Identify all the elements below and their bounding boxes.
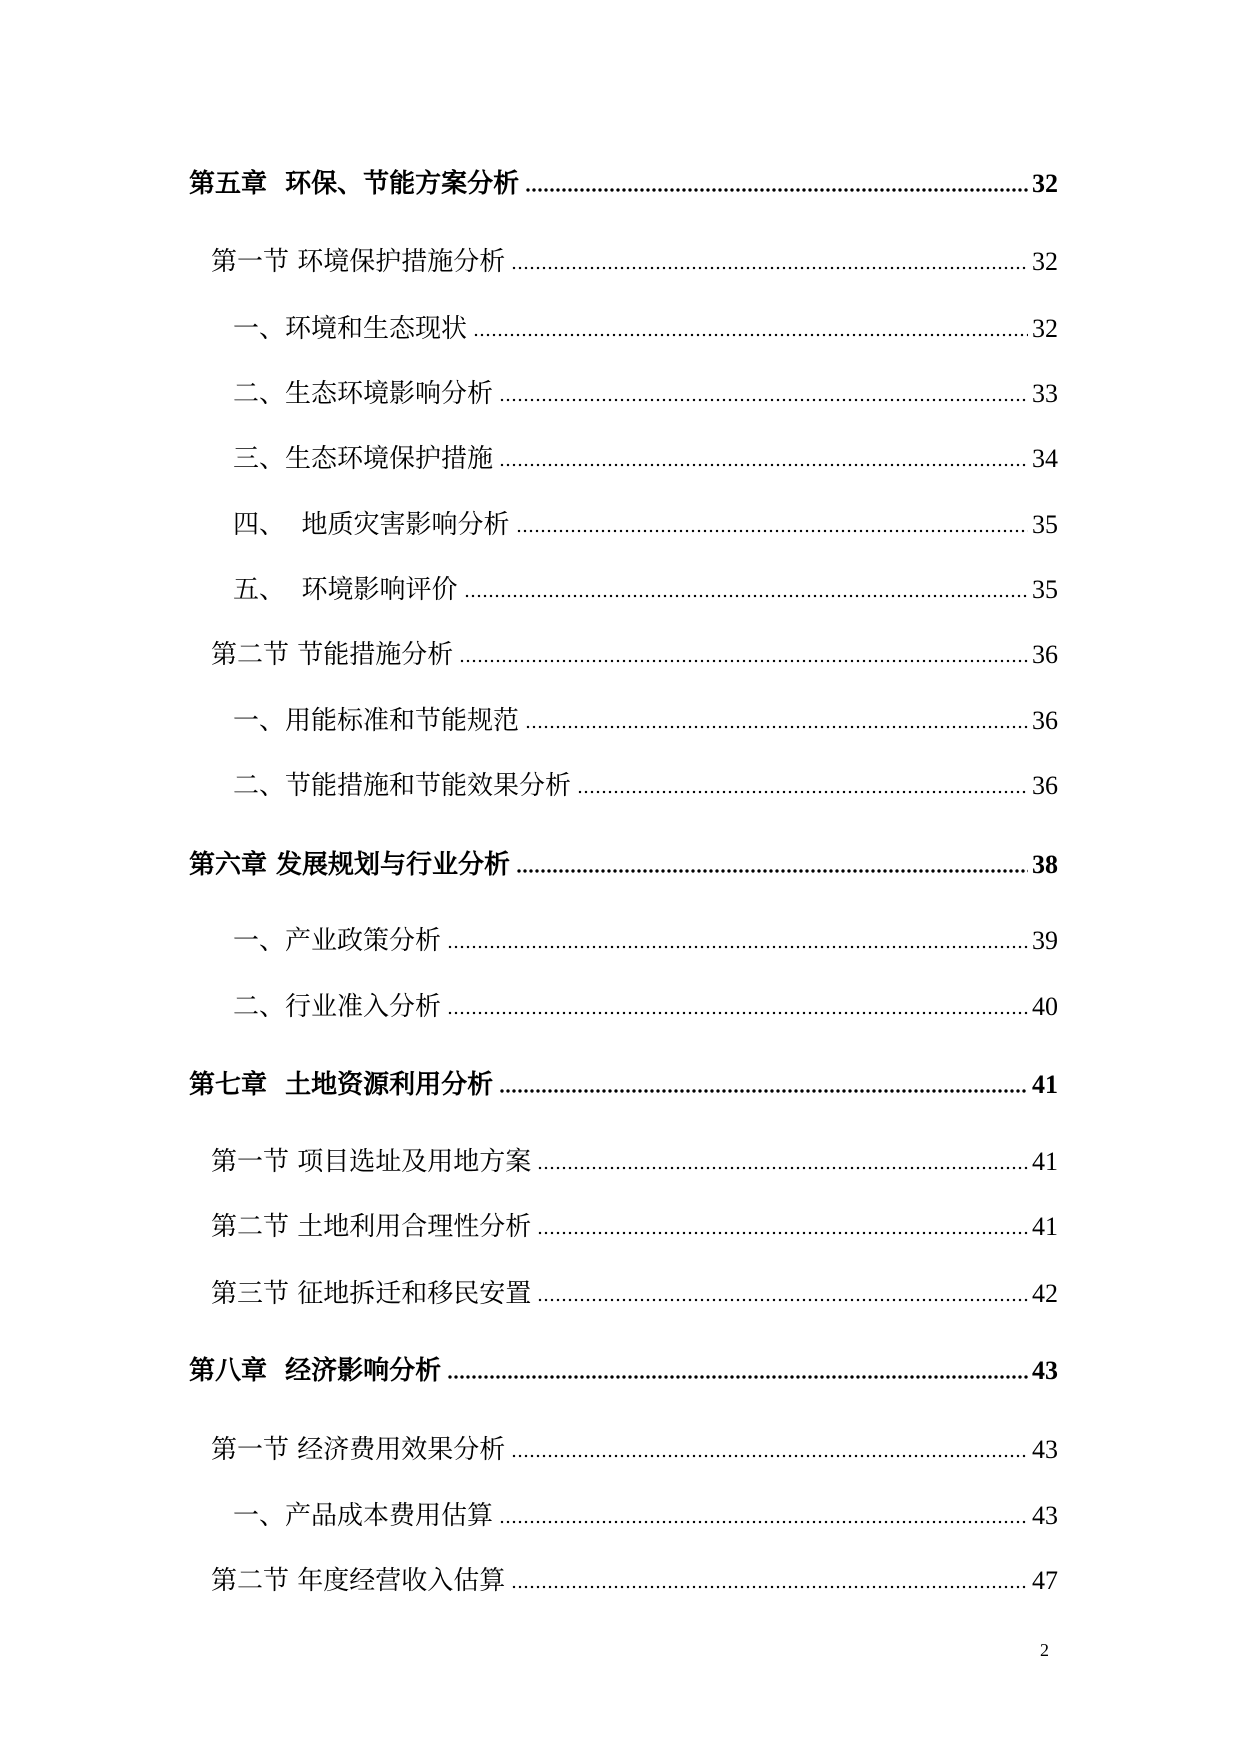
toc-chapter-entry	[189, 1353, 1058, 1389]
toc-dot-leader	[447, 944, 1028, 950]
toc-chapter-entry	[189, 847, 1058, 883]
toc-page-number: 41	[1032, 1212, 1058, 1241]
toc-entry-title: 一、产业政策分析	[233, 926, 442, 956]
toc-dot-leader	[537, 1297, 1028, 1303]
toc-dot-leader	[447, 1010, 1028, 1016]
toc-page-number: 39	[1032, 926, 1058, 955]
toc-entry-title: 第一节 项目选址及用地方案	[211, 1147, 532, 1177]
toc-subsection-entry	[233, 768, 1058, 804]
toc-entry-title: 第三节 征地拆迁和移民安置	[211, 1279, 532, 1309]
toc-dot-leader	[525, 187, 1028, 193]
toc-entry-title: 第八章 经济影响分析	[189, 1356, 442, 1386]
toc-dot-leader	[511, 1453, 1028, 1459]
toc-page-number: 41	[1032, 1070, 1058, 1099]
toc-page-number: 47	[1032, 1566, 1058, 1595]
toc-subsection-entry	[233, 376, 1058, 412]
toc-page-number: 41	[1032, 1147, 1058, 1176]
toc-entry-title: 二、节能措施和节能效果分析	[233, 771, 572, 801]
toc-page-number: 36	[1032, 640, 1058, 669]
toc-section-entry	[211, 1144, 1058, 1180]
toc-section-entry	[211, 244, 1058, 280]
toc-subsection-entry	[233, 311, 1058, 347]
toc-page-number: 35	[1032, 575, 1058, 604]
toc-section-entry	[211, 1563, 1058, 1599]
toc-entry-title: 第七章 土地资源利用分析	[189, 1070, 494, 1100]
toc-chapter-entry	[189, 166, 1058, 202]
toc-entry-title: 五、 环境影响评价	[233, 575, 458, 605]
toc-entry-title: 二、生态环境影响分析	[233, 379, 494, 409]
toc-dot-leader	[499, 1519, 1028, 1525]
toc-page-number: 33	[1032, 379, 1058, 408]
toc-page-number: 43	[1032, 1501, 1058, 1530]
toc-entry-title: 第一节 环境保护措施分析	[211, 247, 506, 277]
toc-page-number: 43	[1032, 1356, 1058, 1385]
toc-page-number: 34	[1032, 444, 1058, 473]
toc-subsection-entry	[233, 441, 1058, 477]
toc-dot-leader	[499, 1088, 1028, 1094]
toc-page-number: 38	[1032, 850, 1058, 879]
toc-page-number: 32	[1032, 169, 1058, 198]
toc-section-entry	[211, 1209, 1058, 1245]
toc-dot-leader	[511, 1584, 1028, 1590]
toc-page-number: 32	[1032, 314, 1058, 343]
toc-dot-leader	[516, 528, 1028, 534]
toc-page-number: 35	[1032, 510, 1058, 539]
toc-page-number: 32	[1032, 247, 1058, 276]
toc-entry-title: 一、环境和生态现状	[233, 314, 468, 344]
toc-subsection-entry	[233, 923, 1058, 959]
toc-page-number: 36	[1032, 706, 1058, 735]
toc-dot-leader	[516, 868, 1028, 874]
toc-dot-leader	[464, 593, 1028, 599]
toc-entry-title: 一、用能标准和节能规范	[233, 706, 520, 736]
toc-page-number: 40	[1032, 992, 1058, 1021]
toc-dot-leader	[537, 1230, 1028, 1236]
toc-dot-leader	[525, 724, 1028, 730]
toc-entry-title: 第二节 年度经营收入估算	[211, 1566, 506, 1596]
toc-dot-leader	[447, 1374, 1028, 1380]
toc-dot-leader	[499, 462, 1028, 468]
toc-page-number: 43	[1032, 1435, 1058, 1464]
toc-page-number: 42	[1032, 1279, 1058, 1308]
toc-dot-leader	[511, 265, 1028, 271]
toc-section-entry	[211, 637, 1058, 673]
toc-subsection-entry	[233, 1498, 1058, 1534]
toc-entry-title: 一、产品成本费用估算	[233, 1501, 494, 1531]
toc-dot-leader	[537, 1165, 1028, 1171]
page-footer-number: 2	[1040, 1640, 1049, 1660]
toc-entry-title: 三、生态环境保护措施	[233, 444, 494, 474]
toc-entry-title: 二、行业准入分析	[233, 992, 442, 1022]
toc-entry-title: 第一节 经济费用效果分析	[211, 1435, 506, 1465]
toc-dot-leader	[577, 789, 1028, 795]
toc-subsection-entry	[233, 703, 1058, 739]
toc-entry-title: 四、 地质灾害影响分析	[233, 510, 510, 540]
toc-dot-leader	[499, 397, 1028, 403]
toc-chapter-entry	[189, 1067, 1058, 1103]
toc-page-number: 36	[1032, 771, 1058, 800]
toc-dot-leader	[473, 332, 1028, 338]
toc-subsection-entry	[233, 572, 1058, 608]
toc-entry-title: 第二节 节能措施分析	[211, 640, 454, 670]
toc-entry-title: 第五章 环保、节能方案分析	[189, 169, 520, 199]
toc-dot-leader	[459, 658, 1028, 664]
toc-subsection-entry	[233, 989, 1058, 1025]
toc-entry-title: 第六章 发展规划与行业分析	[189, 850, 511, 880]
toc-section-entry	[211, 1276, 1058, 1312]
toc-section-entry	[211, 1432, 1058, 1468]
toc-subsection-entry	[233, 507, 1058, 543]
toc-entry-title: 第二节 土地利用合理性分析	[211, 1212, 532, 1242]
